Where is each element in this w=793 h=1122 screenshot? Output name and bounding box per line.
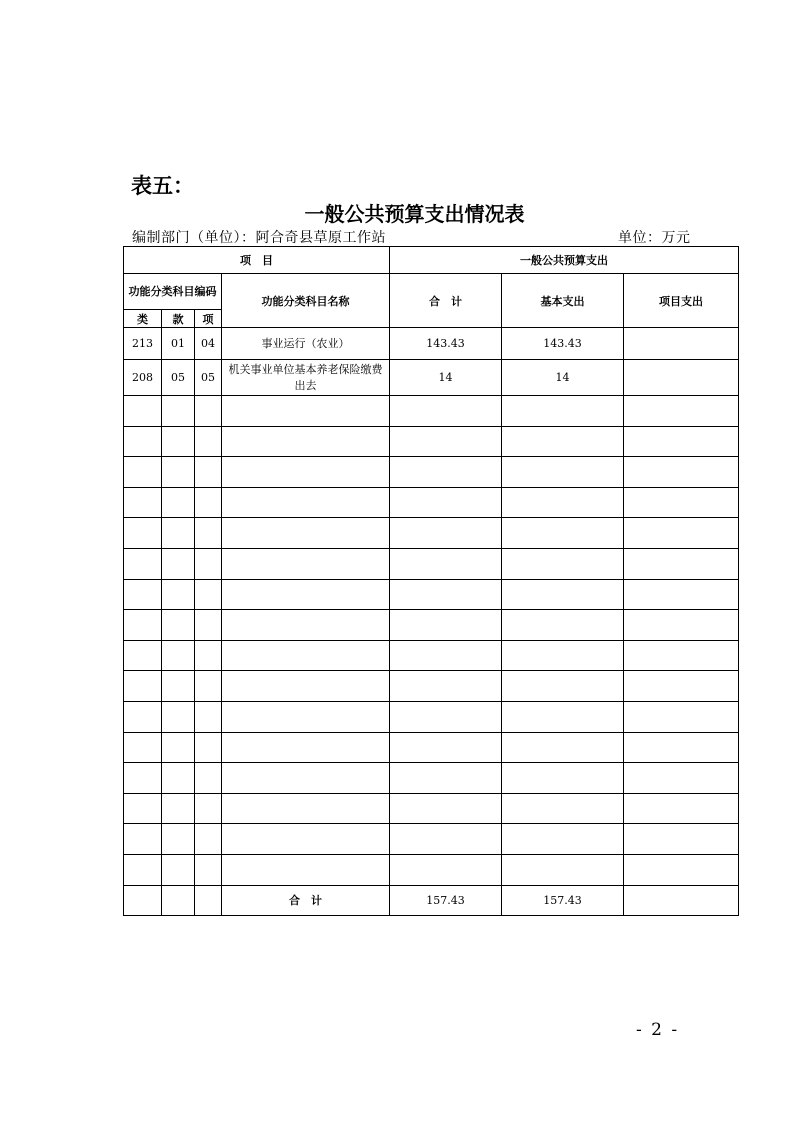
empty-row	[124, 426, 739, 457]
empty-row	[124, 548, 739, 579]
header-xiang: 项	[195, 310, 222, 328]
total-sum: 157.43	[390, 885, 502, 915]
header-project: 项 目	[124, 247, 390, 274]
header-code-group: 功能分类科目编码	[124, 274, 222, 310]
cell-lei: 213	[124, 328, 162, 360]
header-row-1	[124, 247, 739, 274]
header-budget-group: 一般公共预算支出	[390, 247, 739, 274]
header-project-expense: 项目支出	[624, 274, 739, 328]
header-name: 功能分类科目名称	[222, 274, 390, 328]
empty-row	[124, 671, 739, 702]
department-label: 编制部门（单位）：阿合奇县草原工作站	[132, 230, 386, 246]
empty-row	[124, 610, 739, 641]
header-total: 合 计	[390, 274, 502, 328]
cell-total: 14	[390, 360, 502, 396]
cell-xiang: 05	[195, 360, 222, 396]
empty-row	[124, 579, 739, 610]
empty-row	[124, 457, 739, 488]
empty-row	[124, 701, 739, 732]
empty-row	[124, 396, 739, 427]
empty-row	[124, 518, 739, 549]
table-label: 表五：	[131, 174, 194, 198]
cell-xiang: 04	[195, 328, 222, 360]
header-basic: 基本支出	[502, 274, 624, 328]
page-title: 一般公共预算支出情况表	[304, 202, 525, 226]
empty-row	[124, 763, 739, 794]
header-row-2	[124, 274, 739, 310]
unit-label: 单位：万元	[618, 230, 691, 246]
cell-project	[624, 328, 739, 360]
cell-project	[624, 360, 739, 396]
cell-name: 事业运行（农业）	[222, 328, 390, 360]
cell-kuan: 05	[162, 360, 195, 396]
cell-lei: 208	[124, 360, 162, 396]
header-kuan: 款	[162, 310, 195, 328]
cell-basic: 14	[502, 360, 624, 396]
total-basic: 157.43	[502, 885, 624, 915]
page-number: - 2 -	[636, 1020, 680, 1040]
empty-row	[124, 854, 739, 885]
table-row	[124, 328, 739, 360]
cell-name: 机关事业单位基本养老保险缴费出去	[222, 360, 390, 396]
empty-row	[124, 732, 739, 763]
empty-row	[124, 824, 739, 855]
cell-kuan: 01	[162, 328, 195, 360]
cell-total: 143.43	[390, 328, 502, 360]
header-lei: 类	[124, 310, 162, 328]
empty-row	[124, 793, 739, 824]
empty-row	[124, 487, 739, 518]
total-row	[124, 885, 739, 915]
table-row	[124, 360, 739, 396]
cell-basic: 143.43	[502, 328, 624, 360]
total-label: 合 计	[222, 885, 390, 915]
empty-row	[124, 640, 739, 671]
budget-table	[123, 246, 739, 916]
total-project	[624, 885, 739, 915]
